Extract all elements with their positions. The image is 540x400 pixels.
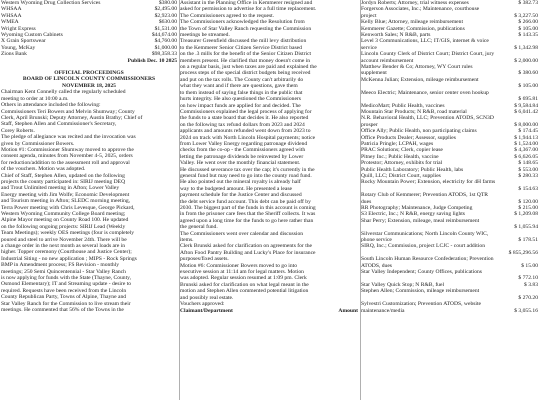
- entry-name: Star Valley Independent; County Offices, publications: [361, 269, 482, 276]
- entry-amount: $ 143.35: [518, 32, 538, 39]
- text-line: the Town of Star Valley Ranch requesting the Commission: [180, 25, 312, 32]
- entry-amount: $98,358.33: [151, 51, 177, 58]
- text-line: in from the prisoner care fees that the Sheriff collects. It was: [180, 211, 316, 218]
- proceedings-heading: OFFICIAL PROCEEDINGS: [54, 70, 124, 77]
- entry-name: Pitney Inc.; Public Health, vaccine: [361, 153, 439, 160]
- entry-amount: $ 15.00: [521, 262, 538, 269]
- entry-name: Office Products Dealer; Assessor, supplies: [361, 134, 456, 141]
- text-line: from Lower Valley Energy regarding patronage dividend: [180, 140, 308, 147]
- entry-amount: $ 3,055.16: [514, 307, 538, 314]
- entry-amount: $2,495.00: [154, 6, 177, 13]
- entry-name: service: [361, 44, 377, 51]
- entry-amount: $ 855,296.56: [508, 249, 538, 256]
- entry-name: Patricia Pringle; LCPAH, wages: [361, 140, 434, 147]
- text-line: what they want and if there are questions, gave them: [180, 83, 298, 90]
- voucher-row: [361, 308, 538, 314]
- entry-name: Kelly Blue; Attorney, mileage reimbursement: [361, 19, 464, 26]
- entry-amount: $ 382.73: [518, 0, 538, 6]
- text-line: on how impact funds are applied for and decided. The: [180, 102, 301, 109]
- text-line: applicants and amounts refunded went down from 2023 to: [180, 128, 311, 135]
- text-line: hurts integrity. He also questioned the Commissioners: [180, 96, 301, 103]
- entry-amount: $ 154.63: [518, 185, 538, 192]
- entry-name: Young, McKay: [1, 44, 36, 51]
- entry-amount: $ 120.00: [518, 198, 538, 205]
- text-line: County Republican Party, Towns of Alpine, Thayne and: [1, 294, 127, 301]
- text-line: Afton Food Pantry Building and Lucky's Place for insurance: [180, 249, 316, 256]
- entry-amount: $ 8,000.00: [514, 121, 538, 128]
- proceedings-body: [1, 89, 177, 313]
- entry-name: RR Photography; Maintenance, Judge Competing: [361, 205, 473, 211]
- text-line: on the .3 mills for the benefit of the Senior Citizen District: [180, 51, 312, 58]
- text-line: Alpine Mayor meeting on County Road 100. He updated: [1, 217, 129, 224]
- entry-name: Quill, LLC; District Court, supplies: [361, 172, 441, 179]
- text-line: the funds to a state board that decides it. He also reported: [180, 115, 309, 122]
- text-line: members present. He clarified that money doesn't come in: [180, 57, 311, 64]
- text-line: consent agenda, minutes from November 4-5, 2025, orders: [1, 153, 133, 160]
- entry-name: Western Wyoming Drug Collection Services: [1, 0, 101, 6]
- entry-name: Kemmerer Gazette; Commission, publications: [361, 25, 465, 32]
- text-line: 2024 on track with North Lincoln Hospital payments; notice: [180, 134, 316, 141]
- entry-amount: $ 105.00: [518, 25, 538, 32]
- text-line: on a regular basis, just when taxes are paid and explained the: [180, 64, 317, 71]
- entry-name: McKenna Julian; Extension, mileage reimbursement: [361, 76, 479, 83]
- text-line: executive session at 11:14 am for legal matters. Motion: [180, 269, 304, 276]
- text-line: higher. Topper ceremony (Courthouse and Justice Center);: [1, 249, 132, 256]
- entry-name: MedicoMart; Public Health, vaccines: [361, 102, 445, 109]
- entry-amount: $ 174.45: [518, 128, 538, 135]
- entry-amount: $ 9,584.84: [514, 102, 538, 109]
- text-line: Assistant in the Planning Office in Kemmerer resigned and: [180, 0, 313, 6]
- text-line: Team Meetings); weekly OES meetings (four is completely: [1, 230, 135, 237]
- text-line: Energy meeting with Jim Wolfe; Economic Development: [1, 191, 130, 198]
- text-line: Chief of Staff, Stephen Allen, updated on the following: [1, 172, 125, 179]
- text-line: Chairman Kent Connelly called the regularly scheduled: [1, 89, 126, 96]
- text-line: given by Commissioner Bowers.: [1, 140, 75, 147]
- text-line: and possibly real estate.: [180, 294, 234, 301]
- column-right: [361, 0, 538, 400]
- text-line: Commissioners explained the legal process of applying for: [180, 108, 312, 115]
- entry-amount: $ 6,041.42: [514, 108, 538, 115]
- entry-amount: $1,000.00: [154, 44, 177, 51]
- text-line: Staff, Stephen Allen and Commissioner's Secretary,: [1, 121, 117, 128]
- text-line: Star Valley Ranch for the Commission to live stream their: [1, 300, 131, 307]
- entry-name: S3 Electric, Inc.; N R&B, energy saving lights: [361, 211, 465, 218]
- text-line: poured and steel to arrive November 24th. There will be: [1, 236, 127, 243]
- entry-amount: $ 3,227.50: [514, 12, 538, 19]
- text-line: Brunski asked for clarification on what legal meant in the: [180, 281, 309, 288]
- entry-name: Lincoln County Clerk of District Court; District Court, jury: [361, 51, 495, 58]
- ledger-list: [1, 0, 177, 58]
- text-line: Treasurer Greenfield discussed the mill levy distribution: [180, 38, 307, 45]
- entry-amount: $ 1,524.00: [514, 140, 538, 147]
- entry-name: phone service: [361, 237, 392, 244]
- text-line: The pledge of allegiance was recited and the invocation was: [1, 134, 136, 141]
- text-line: is now applying for funds with the State (Thayne, County,: [1, 275, 131, 282]
- entry-amount: $1,531.00: [154, 25, 177, 32]
- text-line: agreed upon a long time for the funds to go here rather than: [180, 217, 314, 224]
- text-line: payment schedule for the Justice Center and discussed: [180, 192, 302, 199]
- entry-name: maintenance/media: [361, 307, 405, 314]
- text-line: Others in attendance included the following:: [1, 102, 101, 109]
- text-line: Osmond Elementary); IT and Streaming update - desire to: [1, 281, 132, 288]
- text-line: way to the budgeted amount. He presented a lease: [180, 185, 292, 192]
- text-line: The Commissioners went over calendar and discussion: [180, 230, 304, 237]
- entry-name: Shar Perry; Extension, mileage, meal reimbursement: [361, 217, 480, 224]
- column-middle: [180, 0, 358, 400]
- text-line: purposes/fixed assets.: [180, 256, 229, 263]
- entry-name: WMEA: [1, 19, 19, 26]
- text-line: Industrial Siting - no new application ; MIPS - Rock Springs: [1, 255, 137, 262]
- text-line: general fund but may need to go into the county road fund.: [180, 172, 312, 179]
- entry-name: Matthew Bender & Co; Attorney, WY Court rules: [361, 64, 473, 71]
- entry-name: Level 3 Communications, LLC; IT/GIS, internet & voice: [361, 38, 489, 45]
- text-line: Corey Roberts.: [1, 127, 35, 134]
- voucher-list: [361, 0, 538, 314]
- text-line: required. Requests have been received from the Lincoln: [1, 287, 127, 294]
- text-line: of the vouchers. Motion was adopted.: [1, 166, 86, 173]
- text-line: on the following tax refund dollars from 2023 and 2024: [180, 121, 305, 128]
- entry-name: N.R. Behavioral Health, LLC; Prevention ATODS, SCN3D: [361, 115, 494, 122]
- entry-amount: $ 105.00: [518, 83, 538, 90]
- entry-amount: $ 553.00: [518, 166, 538, 173]
- entry-name: Stephen Allen; Commission, mileage reimbursement: [361, 288, 480, 295]
- entry-amount: $ 3.83: [524, 281, 538, 288]
- entry-amount: $ 266.00: [518, 19, 538, 26]
- entry-name: Rocky Mountain Power; Extension, electricity for 4H farms: [361, 179, 496, 186]
- text-line: on the following ongoing projects: SIRIJ Lead (Weekly: [1, 223, 126, 230]
- text-line: to the Kemmerer Senior Citizen Service District based: [180, 44, 302, 51]
- text-line: Terra Power meeting with Chris Levesque, George Pickard,: [1, 204, 135, 211]
- text-line: BMP in Amendment process; FS Revision - monthly: [1, 262, 120, 269]
- text-line: 2030. The biggest part of the funds in this account is coming: [180, 205, 316, 211]
- entry-name: Protestor; Attorney, exhibits for trial: [361, 160, 443, 167]
- text-line: for reduction/addition to the assessment roll and approval: [1, 159, 130, 166]
- text-line: Motion #1: Commissioner Shumway moved to approve the: [1, 146, 134, 153]
- entry-amount: $ 380.60: [518, 70, 538, 77]
- minutes-body: [180, 0, 358, 308]
- text-line: He also pointed out the mineral royalty is already half: [180, 179, 301, 186]
- entry-amount: $ 4,367.00: [514, 147, 538, 154]
- entry-name: ATODS, dues: [361, 262, 392, 269]
- entry-amount: $ 270.20: [518, 294, 538, 301]
- entry-amount: $ 1,055.94: [514, 224, 538, 231]
- text-line: Clerk, April Brunski; Deputy Attorney, Austin Brathy; Chief of: [1, 114, 143, 121]
- text-line: The Commissioners acknowledged the Resolution from: [180, 19, 305, 26]
- entry-amount: $2,923.00: [154, 12, 177, 19]
- text-line: Western Wyoming Community College Board meeting;: [1, 211, 126, 217]
- text-line: and put on the tax rolls. The County can't arbitrarily do: [180, 76, 304, 83]
- entry-name: dues: [361, 198, 372, 205]
- entry-name: account reimbursement: [361, 57, 414, 64]
- entry-amount: $ 215.00: [518, 205, 538, 211]
- entry-name: Forgerson Associates, Inc.; Maintenance, courthouse: [361, 6, 480, 13]
- entry-amount: $ 1,944.13: [514, 134, 538, 141]
- entry-name: WHSAA: [1, 12, 22, 19]
- entry-name: Meeco Electric; Maintenance, senior center oven hookup: [361, 89, 489, 96]
- entry-name: supplement: [361, 70, 387, 77]
- text-line: meetings be streamed.: [180, 32, 230, 39]
- entry-amount: $ 280.33: [518, 172, 538, 179]
- amount-header: Amount: [338, 307, 358, 314]
- claimant-header: Claimant/Department: [180, 307, 233, 314]
- entry-amount: $ 695.81: [518, 96, 538, 103]
- entry-name: Kenworth Sales; N R&B, parts: [361, 32, 431, 39]
- entry-name: Jordyn Roberts; Attorney, trial witness expenses: [361, 0, 469, 6]
- text-line: He discussed severance tax over the cap; it's currently in the: [180, 166, 315, 173]
- date-heading: NOVEMBER 18, 2025: [62, 82, 116, 89]
- entry-amount: $ 1,209.08: [514, 211, 538, 218]
- entry-name: project: [361, 12, 377, 19]
- text-line: the debt service fund account. This debt can be paid off by: [180, 198, 311, 205]
- text-line: projects the county participated in: SIRIJ meeting DEQ: [1, 178, 126, 185]
- entry-name: Wright Express: [1, 25, 36, 32]
- text-line: meetings; 250 Semi Quincentennial - Star Valley Ranch: [1, 268, 126, 275]
- entry-amount: $ 772.10: [518, 275, 538, 282]
- entry-name: Office Ally; Public Health, non participating claims: [361, 128, 477, 135]
- entry-amount: $ 178.51: [518, 237, 538, 244]
- text-line: a change order in the next month as several loads are in: [1, 243, 126, 250]
- entry-amount: $ 148.65: [518, 160, 538, 167]
- text-line: meeting to order at 10:00 a.m.: [1, 95, 69, 102]
- text-line: Valley. He went over the monthly financial statement.: [180, 160, 301, 167]
- entry-amount: $44,674.00: [151, 32, 177, 39]
- entry-name: X Grain Sportswear: [1, 38, 46, 45]
- entry-name: Star Valley Quick Stop; N R&B, fuel: [361, 281, 445, 288]
- entry-amount: $630.00: [158, 19, 177, 26]
- entry-name: Sylvestri Customization; Prevention ATODS, website: [361, 301, 482, 308]
- text-line: Commissioners Teri Bowers and Melvin Shumway; County: [1, 108, 135, 115]
- text-line: asked for permission to advertise for a full time replacement.: [180, 6, 317, 13]
- entry-name: WHSAA: [1, 6, 22, 13]
- entry-name: Zions Bank: [1, 51, 27, 58]
- entry-name: South Lincoln Human Resource Confederation; Prevention: [361, 256, 494, 263]
- text-line: and Tourism meeting in Afton; SLEDC morning meeting,: [1, 198, 131, 205]
- text-line: Clerk Brunski asked for clarification on agreements for the: [180, 243, 313, 250]
- entry-name: PRAC Solutions; Clerk, copier lease: [361, 147, 443, 154]
- text-line: items.: [180, 237, 194, 244]
- board-heading: BOARD OF LINCOLN COUNTY COMMISSIONERS: [22, 76, 156, 83]
- entry-name: Silverstar Communications; North Lincoln County WIC,: [361, 230, 489, 237]
- entry-name: Mountain Star Products; N R&B, road material: [361, 108, 467, 115]
- entry-name: SIRQ, Inc.; Commission, project LCJC - court addition: [361, 243, 485, 250]
- publish-line: Publish Dec. 10 2025: [127, 57, 177, 64]
- text-line: Vouchers approved:: [180, 301, 225, 308]
- text-line: process steps of the special district budgets being received: [180, 70, 311, 77]
- text-line: letting the patronage dividends be reinvested by Lower: [180, 153, 304, 160]
- text-line: the general fund.: [180, 224, 218, 231]
- text-line: to them instead of saying false things in the public that: [180, 89, 303, 96]
- entry-name: Wyoming Custom Cabinets: [1, 32, 63, 39]
- entry-amount: $ 6,626.05: [514, 153, 538, 160]
- text-line: motion and Stephen Allen commented potential litigation: [180, 288, 309, 295]
- text-line: and Trout Unlimited meeting in Afton; Lower Valley: [1, 185, 120, 192]
- text-line: The Commissioners agreed to the request.: [180, 12, 275, 19]
- text-line: checks from the co-op - the Commissioners agreed with: [180, 147, 306, 154]
- entry-amount: $4,760.00: [154, 38, 177, 45]
- column-left: [1, 0, 177, 400]
- entry-amount: $380.00: [158, 0, 177, 6]
- entry-amount: $ 1,342.98: [514, 44, 538, 51]
- text-line: Motion #6: Commissioner Bowers moved to go into: [180, 262, 298, 269]
- entry-name: Rotary Club of Kemmerer; Prevention ATODS, 1st QTR: [361, 192, 488, 199]
- entry-amount: $ 2,000.00: [514, 57, 538, 64]
- text-line: meetings. He commented that 56% of the Towns in the: [1, 307, 124, 314]
- voucher-table-header: [180, 308, 358, 314]
- entry-name: Public Health Laboratory; Public Health, labs: [361, 166, 464, 173]
- entry-name: prosper: [361, 121, 378, 128]
- text-line: was adopted. Regular session resumed at 1:09 pm. Clerk: [180, 275, 307, 282]
